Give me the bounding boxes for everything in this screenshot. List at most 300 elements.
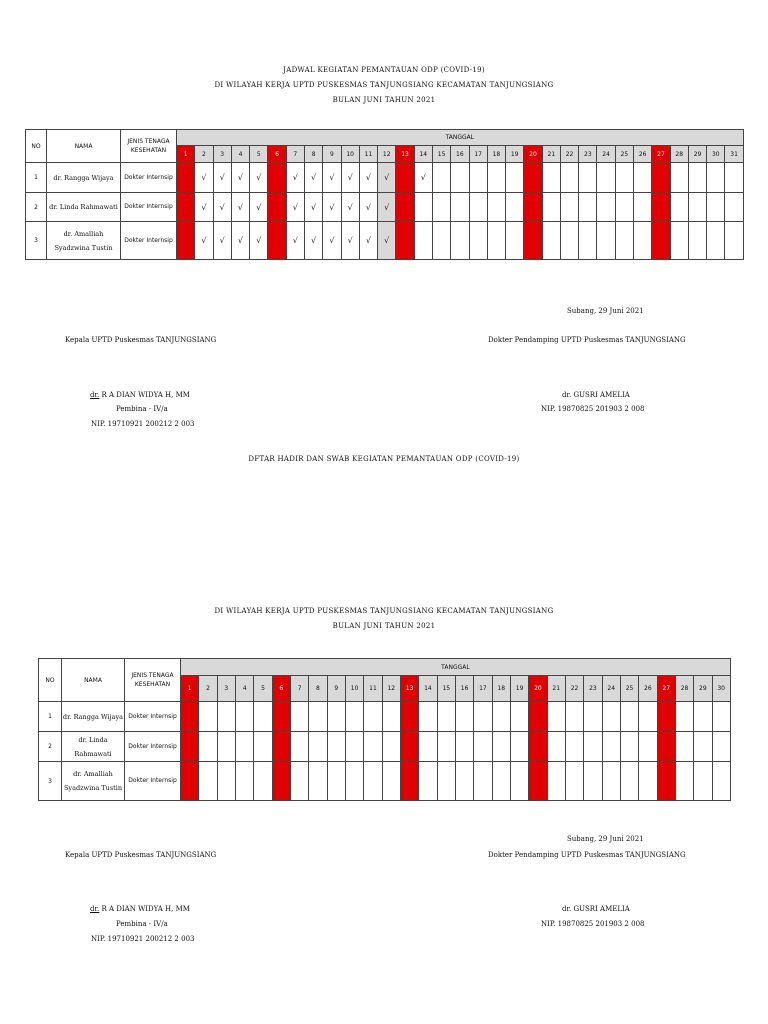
day-cell-6 xyxy=(268,222,286,260)
day-cell-26 xyxy=(634,163,652,193)
day-cell-28 xyxy=(675,762,693,801)
day-header-29: 29 xyxy=(694,676,712,702)
day-cell-23 xyxy=(584,702,602,732)
day-header-30: 30 xyxy=(712,676,730,702)
day-header-5: 5 xyxy=(250,146,268,163)
day-cell-27 xyxy=(657,762,675,801)
check-mark-day-10: √ xyxy=(341,222,359,260)
check-mark-day-3: √ xyxy=(213,193,231,222)
day-cell-6 xyxy=(268,163,286,193)
day-header-19: 19 xyxy=(510,676,528,702)
day-header-3: 3 xyxy=(213,146,231,163)
day-header-11: 11 xyxy=(359,146,377,163)
day-header-24: 24 xyxy=(597,146,615,163)
day-cell-25 xyxy=(620,762,638,801)
day-cell-28 xyxy=(675,702,693,732)
day-header-7: 7 xyxy=(286,146,304,163)
day-cell-27 xyxy=(652,222,670,260)
day-header-3: 3 xyxy=(217,676,235,702)
day-header-27: 27 xyxy=(657,676,675,702)
day-cell-18 xyxy=(487,193,505,222)
day-header-9: 9 xyxy=(327,676,345,702)
day-cell-16 xyxy=(451,193,469,222)
day-header-18: 18 xyxy=(492,676,510,702)
row-no: 1 xyxy=(26,163,47,193)
day-cell-18 xyxy=(487,222,505,260)
day-cell-10 xyxy=(345,732,363,762)
header-jenis: JENIS TENAGA KESEHATAN xyxy=(121,130,177,163)
day-header-12: 12 xyxy=(382,676,400,702)
day-cell-7 xyxy=(290,702,308,732)
day-cell-15 xyxy=(432,163,450,193)
day-cell-23 xyxy=(584,732,602,762)
check-mark-day-8: √ xyxy=(304,222,322,260)
row-no: 2 xyxy=(26,193,47,222)
day-cell-24 xyxy=(597,222,615,260)
row-nama: dr. Rangga Wijaya xyxy=(62,702,125,732)
check-mark-day-9: √ xyxy=(323,163,341,193)
day-cell-16 xyxy=(455,732,473,762)
day-header-23: 23 xyxy=(579,146,597,163)
day-cell-15 xyxy=(437,732,455,762)
day-cell-21 xyxy=(547,732,565,762)
day-cell-5 xyxy=(254,732,272,762)
day-cell-3 xyxy=(217,702,235,732)
day-cell-26 xyxy=(634,193,652,222)
day-cell-21 xyxy=(542,193,560,222)
day-cell-27 xyxy=(652,163,670,193)
day-cell-21 xyxy=(542,222,560,260)
day-cell-7 xyxy=(290,762,308,801)
check-mark-day-5: √ xyxy=(250,193,268,222)
day-cell-19 xyxy=(510,702,528,732)
day-header-30: 30 xyxy=(707,146,725,163)
day-cell-25 xyxy=(615,222,633,260)
day-header-6: 6 xyxy=(272,676,290,702)
day-cell-1 xyxy=(181,702,199,732)
day-cell-13 xyxy=(400,762,418,801)
day-header-21: 21 xyxy=(547,676,565,702)
day-cell-27 xyxy=(657,732,675,762)
day-cell-20 xyxy=(524,163,542,193)
check-mark-day-9: √ xyxy=(323,222,341,260)
table-row xyxy=(26,222,744,260)
day-cell-13 xyxy=(400,702,418,732)
day-header-19: 19 xyxy=(506,146,524,163)
day-cell-16 xyxy=(455,762,473,801)
row-no: 3 xyxy=(39,762,62,801)
day-cell-18 xyxy=(492,702,510,732)
check-mark-day-5: √ xyxy=(250,163,268,193)
doc2-left-nip: NIP. 19710921 200212 2 003 xyxy=(91,935,195,943)
day-header-1: 1 xyxy=(177,146,195,163)
day-cell-24 xyxy=(602,732,620,762)
day-cell-4 xyxy=(235,702,253,732)
day-header-22: 22 xyxy=(560,146,578,163)
row-nama: dr. Linda Rahmawati xyxy=(62,732,125,762)
day-header-20: 20 xyxy=(529,676,547,702)
day-cell-29 xyxy=(694,702,712,732)
header-nama: NAMA xyxy=(47,130,121,163)
day-cell-1 xyxy=(181,762,199,801)
day-cell-15 xyxy=(437,702,455,732)
day-cell-26 xyxy=(639,732,657,762)
check-mark-day-10: √ xyxy=(341,163,359,193)
row-jenis: Dokter Internsip xyxy=(121,222,177,260)
row-no: 3 xyxy=(26,222,47,260)
day-cell-22 xyxy=(565,702,583,732)
day-cell-4 xyxy=(235,732,253,762)
day-cell-22 xyxy=(560,193,578,222)
day-header-7: 7 xyxy=(290,676,308,702)
day-cell-31 xyxy=(725,193,743,222)
header-no: NO xyxy=(39,659,62,702)
check-mark-day-4: √ xyxy=(231,163,249,193)
day-cell-14 xyxy=(419,762,437,801)
day-cell-21 xyxy=(542,163,560,193)
day-cell-11 xyxy=(364,702,382,732)
day-cell-23 xyxy=(579,222,597,260)
day-cell-9 xyxy=(327,702,345,732)
day-cell-14 xyxy=(419,702,437,732)
day-cell-30 xyxy=(712,732,730,762)
day-cell-25 xyxy=(620,732,638,762)
day-cell-24 xyxy=(597,193,615,222)
day-cell-9 xyxy=(327,762,345,801)
day-cell-14 xyxy=(414,222,432,260)
day-header-15: 15 xyxy=(437,676,455,702)
doc2-right-nip: NIP. 19870825 201903 2 008 xyxy=(541,920,645,928)
day-cell-8 xyxy=(309,762,327,801)
day-header-24: 24 xyxy=(602,676,620,702)
attendance-table xyxy=(38,658,731,801)
day-cell-2 xyxy=(199,702,217,732)
doc1-left-role: Kepala UPTD Puskesmas TANJUNGSIANG xyxy=(65,336,217,344)
day-cell-12 xyxy=(382,762,400,801)
day-header-4: 4 xyxy=(235,676,253,702)
table-row xyxy=(39,702,731,732)
row-jenis: Dokter Internsip xyxy=(125,702,181,732)
check-mark-day-12: √ xyxy=(378,222,396,260)
day-header-10: 10 xyxy=(345,676,363,702)
day-cell-25 xyxy=(615,163,633,193)
day-cell-15 xyxy=(432,193,450,222)
day-cell-19 xyxy=(510,762,528,801)
doc1-subtitle: DI WILAYAH KERJA UPTD PUSKESMAS TANJUNGSIANG KECAMATAN TANJUNGSIANG xyxy=(214,81,554,89)
check-mark-day-4: √ xyxy=(231,193,249,222)
check-mark-day-12: √ xyxy=(378,193,396,222)
doc2-right-name: dr. GUSRI AMELIA xyxy=(562,905,630,913)
day-cell-2 xyxy=(199,732,217,762)
day-cell-12 xyxy=(382,732,400,762)
day-cell-7 xyxy=(290,732,308,762)
day-cell-10 xyxy=(345,762,363,801)
header-no: NO xyxy=(26,130,47,163)
row-nama: dr. Amalliah Syadzwina Tustin xyxy=(47,222,121,260)
row-jenis: Dokter Internsip xyxy=(121,163,177,193)
doc1-left-name-text: R A DIAN WIDYA H, MM xyxy=(101,391,190,399)
day-header-5: 5 xyxy=(254,676,272,702)
day-cell-29 xyxy=(688,193,706,222)
day-cell-11 xyxy=(364,732,382,762)
day-header-27: 27 xyxy=(652,146,670,163)
day-cell-6 xyxy=(272,702,290,732)
day-header-26: 26 xyxy=(634,146,652,163)
day-cell-13 xyxy=(400,732,418,762)
day-cell-23 xyxy=(584,762,602,801)
day-header-22: 22 xyxy=(565,676,583,702)
row-no: 1 xyxy=(39,702,62,732)
day-cell-4 xyxy=(235,762,253,801)
day-header-10: 10 xyxy=(341,146,359,163)
doc2-left-name-text: R A DIAN WIDYA H, MM xyxy=(101,905,190,913)
day-cell-19 xyxy=(510,732,528,762)
day-cell-16 xyxy=(455,702,473,732)
day-cell-26 xyxy=(639,702,657,732)
doc1-left-rank: Pembina - IV/a xyxy=(116,405,168,413)
day-cell-10 xyxy=(345,702,363,732)
day-cell-8 xyxy=(309,702,327,732)
check-mark-day-5: √ xyxy=(250,222,268,260)
day-cell-25 xyxy=(615,193,633,222)
table-row xyxy=(26,193,744,222)
doc2-right-role: Dokter Pendamping UPTD Puskesmas TANJUNGSIANG xyxy=(488,851,686,859)
day-cell-20 xyxy=(524,222,542,260)
check-mark-day-12: √ xyxy=(378,163,396,193)
day-cell-13 xyxy=(396,163,414,193)
day-header-8: 8 xyxy=(309,676,327,702)
day-cell-28 xyxy=(670,193,688,222)
day-cell-29 xyxy=(688,163,706,193)
day-cell-24 xyxy=(602,702,620,732)
doc2-month: BULAN JUNI TAHUN 2021 xyxy=(332,622,436,630)
row-jenis: Dokter Internsip xyxy=(125,732,181,762)
check-mark-day-4: √ xyxy=(231,222,249,260)
day-cell-5 xyxy=(254,702,272,732)
day-cell-17 xyxy=(474,732,492,762)
day-cell-22 xyxy=(565,762,583,801)
header-tanggal: TANGGAL xyxy=(177,130,744,146)
doc1-right-nip: NIP. 19870825 201903 2 008 xyxy=(541,405,645,413)
day-cell-16 xyxy=(451,163,469,193)
day-header-15: 15 xyxy=(432,146,450,163)
day-header-14: 14 xyxy=(414,146,432,163)
day-header-23: 23 xyxy=(584,676,602,702)
day-cell-24 xyxy=(602,762,620,801)
day-cell-17 xyxy=(469,163,487,193)
day-header-9: 9 xyxy=(323,146,341,163)
day-cell-31 xyxy=(725,163,743,193)
doc2-place-date: Subang, 29 Juni 2021 xyxy=(567,835,644,843)
day-cell-1 xyxy=(177,193,195,222)
doc2-subtitle: DI WILAYAH KERJA UPTD PUSKESMAS TANJUNGSIANG KECAMATAN TANJUNGSIANG xyxy=(214,607,554,615)
day-cell-2 xyxy=(199,762,217,801)
day-cell-22 xyxy=(565,732,583,762)
doc1-left-name-prefix: dr. xyxy=(90,391,100,399)
row-no: 2 xyxy=(39,732,62,762)
day-header-16: 16 xyxy=(455,676,473,702)
header-jenis: JENIS TENAGA KESEHATAN xyxy=(125,659,181,702)
day-cell-3 xyxy=(217,762,235,801)
day-header-4: 4 xyxy=(231,146,249,163)
day-cell-28 xyxy=(670,163,688,193)
doc1-right-role: Dokter Pendamping UPTD Puskesmas TANJUNGSIANG xyxy=(488,336,686,344)
day-cell-30 xyxy=(707,222,725,260)
check-mark-day-3: √ xyxy=(213,222,231,260)
day-cell-18 xyxy=(487,163,505,193)
day-cell-23 xyxy=(579,193,597,222)
day-cell-1 xyxy=(177,163,195,193)
day-cell-12 xyxy=(382,702,400,732)
doc1-right-name: dr. GUSRI AMELIA xyxy=(562,391,630,399)
header-tanggal: TANGGAL xyxy=(181,659,731,676)
check-mark-day-7: √ xyxy=(286,222,304,260)
day-header-2: 2 xyxy=(195,146,213,163)
row-jenis: Dokter Internsip xyxy=(125,762,181,801)
day-cell-29 xyxy=(694,732,712,762)
check-mark-day-14: √ xyxy=(414,163,432,193)
check-mark-day-2: √ xyxy=(195,222,213,260)
day-header-11: 11 xyxy=(364,676,382,702)
table-row xyxy=(39,732,731,762)
day-cell-27 xyxy=(657,702,675,732)
day-cell-17 xyxy=(469,193,487,222)
day-cell-19 xyxy=(506,193,524,222)
day-cell-29 xyxy=(688,222,706,260)
day-cell-8 xyxy=(309,732,327,762)
day-header-13: 13 xyxy=(396,146,414,163)
day-header-31: 31 xyxy=(725,146,743,163)
day-cell-5 xyxy=(254,762,272,801)
day-header-8: 8 xyxy=(304,146,322,163)
day-cell-21 xyxy=(547,702,565,732)
day-cell-19 xyxy=(506,222,524,260)
day-cell-23 xyxy=(579,163,597,193)
day-cell-6 xyxy=(268,193,286,222)
day-header-29: 29 xyxy=(688,146,706,163)
day-cell-26 xyxy=(634,222,652,260)
table-row xyxy=(39,762,731,801)
check-mark-day-2: √ xyxy=(195,193,213,222)
row-nama: dr. Amalliah Syadzwina Tustin xyxy=(62,762,125,801)
day-cell-19 xyxy=(506,163,524,193)
doc1-month: BULAN JUNI TAHUN 2021 xyxy=(332,96,436,104)
day-cell-17 xyxy=(474,702,492,732)
day-cell-6 xyxy=(272,762,290,801)
doc2-left-role: Kepala UPTD Puskesmas TANJUNGSIANG xyxy=(65,851,217,859)
day-cell-28 xyxy=(670,222,688,260)
day-cell-20 xyxy=(529,762,547,801)
header-nama: NAMA xyxy=(62,659,125,702)
day-header-16: 16 xyxy=(451,146,469,163)
day-header-12: 12 xyxy=(378,146,396,163)
doc1-left-nip: NIP. 19710921 200212 2 003 xyxy=(91,420,195,428)
day-cell-3 xyxy=(217,732,235,762)
day-cell-22 xyxy=(560,222,578,260)
day-cell-28 xyxy=(675,732,693,762)
day-header-20: 20 xyxy=(524,146,542,163)
check-mark-day-2: √ xyxy=(195,163,213,193)
day-cell-29 xyxy=(694,762,712,801)
doc2-left-name-prefix: dr. xyxy=(90,905,100,913)
day-header-14: 14 xyxy=(419,676,437,702)
day-cell-17 xyxy=(474,762,492,801)
check-mark-day-9: √ xyxy=(323,193,341,222)
doc2-left-name xyxy=(90,905,190,913)
check-mark-day-8: √ xyxy=(304,163,322,193)
day-header-17: 17 xyxy=(474,676,492,702)
check-mark-day-7: √ xyxy=(286,193,304,222)
day-cell-16 xyxy=(451,222,469,260)
day-cell-30 xyxy=(707,163,725,193)
doc2-title: DFTAR HADIR DAN SWAB KEGIATAN PEMANTAUAN ODP (COVID-19) xyxy=(248,455,520,463)
check-mark-day-7: √ xyxy=(286,163,304,193)
day-header-18: 18 xyxy=(487,146,505,163)
day-cell-6 xyxy=(272,732,290,762)
row-jenis: Dokter Internsip xyxy=(121,193,177,222)
day-cell-1 xyxy=(177,222,195,260)
day-header-1: 1 xyxy=(181,676,199,702)
day-cell-30 xyxy=(707,193,725,222)
day-header-25: 25 xyxy=(615,146,633,163)
day-cell-15 xyxy=(432,222,450,260)
schedule-table xyxy=(25,129,744,260)
check-mark-day-11: √ xyxy=(359,222,377,260)
check-mark-day-3: √ xyxy=(213,163,231,193)
check-mark-day-8: √ xyxy=(304,193,322,222)
day-cell-9 xyxy=(327,732,345,762)
row-nama: dr. Linda Rahmawati xyxy=(47,193,121,222)
doc1-title: JADWAL KEGIATAN PEMANTAUAN ODP (COVID-19) xyxy=(283,66,485,74)
day-cell-14 xyxy=(414,193,432,222)
day-header-26: 26 xyxy=(639,676,657,702)
day-cell-26 xyxy=(639,762,657,801)
day-cell-18 xyxy=(492,732,510,762)
check-mark-day-10: √ xyxy=(341,193,359,222)
doc1-left-name xyxy=(90,391,190,399)
day-cell-13 xyxy=(396,193,414,222)
table-row xyxy=(26,163,744,193)
day-cell-22 xyxy=(560,163,578,193)
day-header-28: 28 xyxy=(675,676,693,702)
day-header-17: 17 xyxy=(469,146,487,163)
day-cell-13 xyxy=(396,222,414,260)
day-cell-30 xyxy=(712,762,730,801)
day-header-21: 21 xyxy=(542,146,560,163)
day-cell-20 xyxy=(529,732,547,762)
day-cell-27 xyxy=(652,193,670,222)
day-cell-11 xyxy=(364,762,382,801)
day-header-2: 2 xyxy=(199,676,217,702)
day-cell-21 xyxy=(547,762,565,801)
doc1-place-date: Subang, 29 Juni 2021 xyxy=(567,307,644,315)
day-header-28: 28 xyxy=(670,146,688,163)
day-cell-25 xyxy=(620,702,638,732)
day-cell-30 xyxy=(712,702,730,732)
day-cell-15 xyxy=(437,762,455,801)
day-cell-1 xyxy=(181,732,199,762)
doc2-left-rank: Pembina - IV/a xyxy=(116,920,168,928)
day-cell-31 xyxy=(725,222,743,260)
row-nama: dr. Rangga Wijaya xyxy=(47,163,121,193)
day-cell-20 xyxy=(529,702,547,732)
day-header-6: 6 xyxy=(268,146,286,163)
day-cell-24 xyxy=(597,163,615,193)
check-mark-day-11: √ xyxy=(359,193,377,222)
day-header-25: 25 xyxy=(620,676,638,702)
day-cell-14 xyxy=(419,732,437,762)
day-header-13: 13 xyxy=(400,676,418,702)
